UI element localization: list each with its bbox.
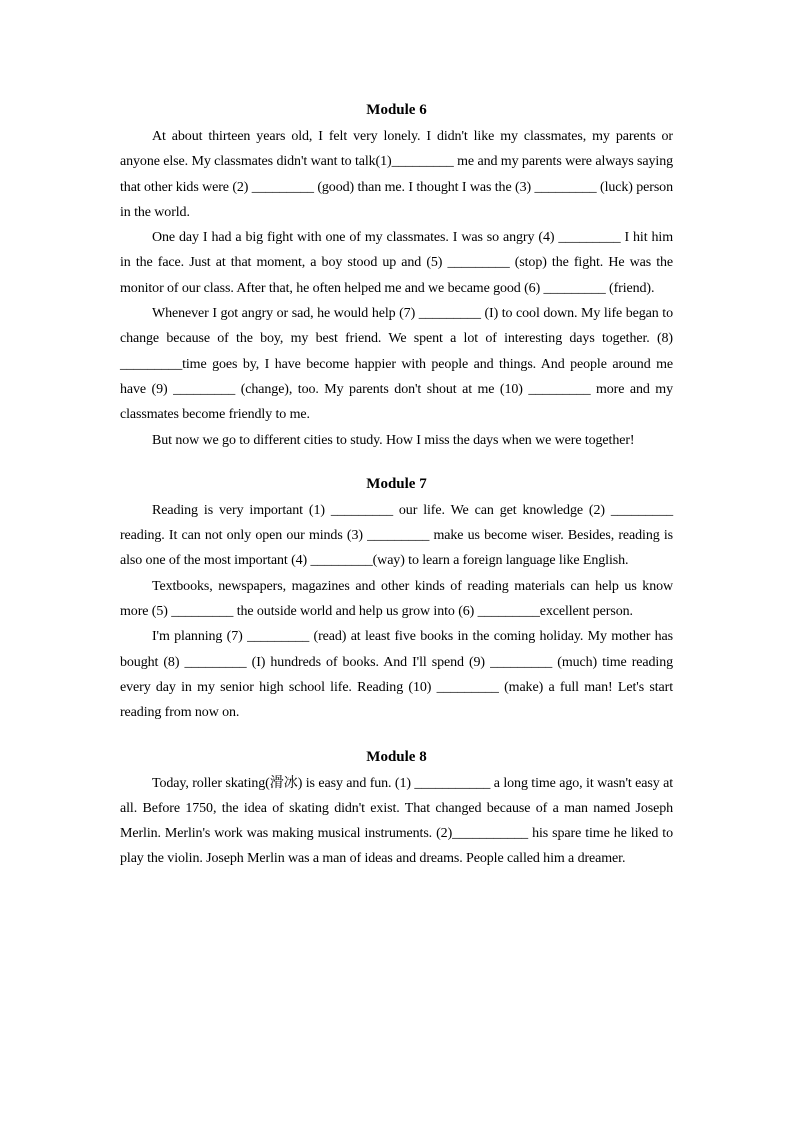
module-7-section <box>120 474 673 726</box>
module-8-paragraph-1: Today, roller skating(滑冰) is easy and fun. (1) ___________ a long time ago, it wasn't easy at all. Before 1750, the idea of skating didn't exist. That changed because of a man named Joseph Merlin. Merlin's work was making musical instruments. (2)___________ his spare time he liked to play the violin. Joseph Merlin was a man of ideas and dreams. People called him a dreamer. <box>120 775 673 867</box>
module-7-paragraph-2: Textbooks, newspapers, magazines and other kinds of reading materials can help us know more (5) _________ the outside world and help us grow into (6) _________excellent person. <box>120 578 673 620</box>
module-6-paragraph-4: But now we go to different cities to study. How I miss the days when we were together! <box>152 432 635 448</box>
module-6-paragraph-3: Whenever I got angry or sad, he would help (7) _________ (I) to cool down. My life began to change because of the boy, my best friend. We spent a lot of interesting days together. (8) _________time goes by, I have become happier with people and things. And people around me have (9) _________ (change), too. My parents don't shout at me (10) _________ more and my classmates become friendly to me. <box>120 306 673 423</box>
module-8-section <box>120 747 673 872</box>
module-6-paragraph-1: At about thirteen years old, I felt very lonely. I didn't like my classmates, my parents or anyone else. My classmates didn't want to talk(1)_________ me and my parents were always saying that other kids were (2) _________ (good) than me. I thought I was the (3) _________ (luck) person in the world. <box>120 129 673 220</box>
module-6-section <box>120 100 673 453</box>
module-8-heading: Module 8 <box>366 748 427 765</box>
module-6-heading: Module 6 <box>366 102 427 118</box>
module-7-paragraph-1: Reading is very important (1) _________ our life. We can get knowledge (2) _________ reading. It can not only open our minds (3) _________ make us become wiser. Besides, reading is also one of the most important (4) _________(way) to learn a foreign language like English. <box>120 502 673 569</box>
document-page <box>120 100 673 893</box>
module-6-paragraph-2: One day I had a big fight with one of my classmates. I was so angry (4) _________ I hit him in the face. Just at that moment, a boy stood up and (5) _________ (stop) the fight. He was the monitor of our class. After that, he often helped me and we became good (6) _________ (friend). <box>120 230 673 296</box>
module-7-heading: Module 7 <box>366 475 427 492</box>
module-7-paragraph-3: I'm planning (7) _________ (read) at least five books in the coming holiday. My mother has bought (8) _________ (I) hundreds of books. And I'll spend (9) _________ (much) time reading every day in my senior high school life. Reading (10) _________ (make) a full man! Let's start reading from now on. <box>120 629 673 721</box>
